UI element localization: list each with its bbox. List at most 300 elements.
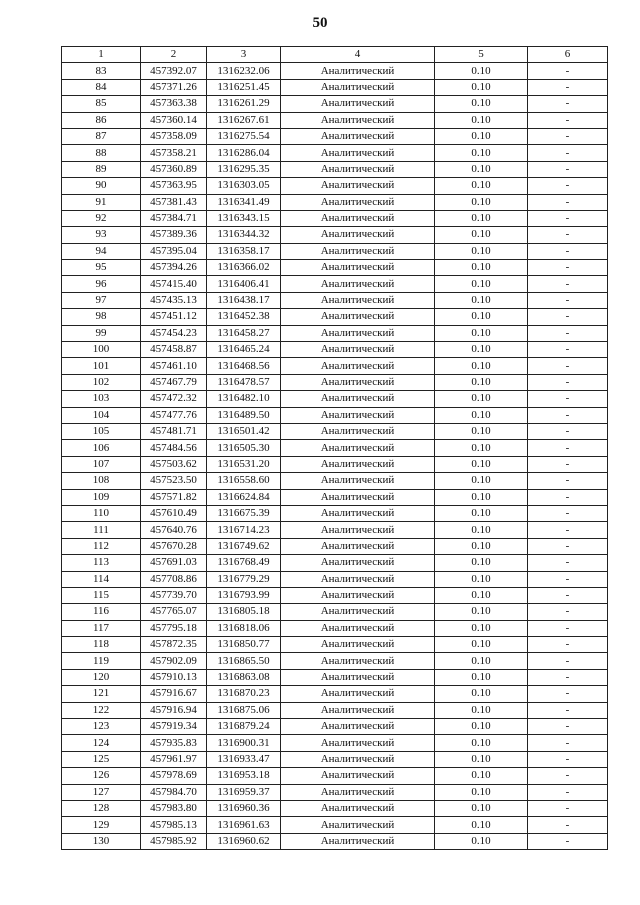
note-cell: - (528, 260, 608, 276)
x-coordinate-cell: 457371.26 (141, 79, 207, 95)
y-coordinate-cell: 1316366.02 (207, 260, 281, 276)
x-coordinate-cell: 457477.76 (141, 407, 207, 423)
note-cell: - (528, 276, 608, 292)
y-coordinate-cell: 1316406.41 (207, 276, 281, 292)
accuracy-cell: 0.10 (435, 686, 528, 702)
table-row (62, 260, 608, 276)
method-cell: Аналитический (281, 63, 435, 79)
table-row (62, 817, 608, 833)
y-coordinate-cell: 1316286.04 (207, 145, 281, 161)
x-coordinate-cell: 457384.71 (141, 210, 207, 226)
point-number-cell: 90 (62, 178, 141, 194)
accuracy-cell: 0.10 (435, 604, 528, 620)
method-cell: Аналитический (281, 784, 435, 800)
y-coordinate-cell: 1316865.50 (207, 653, 281, 669)
column-header: 2 (141, 47, 207, 63)
x-coordinate-cell: 457935.83 (141, 735, 207, 751)
y-coordinate-cell: 1316960.62 (207, 833, 281, 849)
table-row (62, 686, 608, 702)
x-coordinate-cell: 457358.09 (141, 128, 207, 144)
y-coordinate-cell: 1316953.18 (207, 768, 281, 784)
table-row (62, 227, 608, 243)
accuracy-cell: 0.10 (435, 309, 528, 325)
note-cell: - (528, 719, 608, 735)
x-coordinate-cell: 457910.13 (141, 669, 207, 685)
table-row (62, 456, 608, 472)
point-number-cell: 121 (62, 686, 141, 702)
accuracy-cell: 0.10 (435, 538, 528, 554)
y-coordinate-cell: 1316341.49 (207, 194, 281, 210)
x-coordinate-cell: 457454.23 (141, 325, 207, 341)
table-row (62, 505, 608, 521)
point-number-cell: 93 (62, 227, 141, 243)
x-coordinate-cell: 457360.14 (141, 112, 207, 128)
table-row (62, 604, 608, 620)
table-row (62, 522, 608, 538)
x-coordinate-cell: 457389.36 (141, 227, 207, 243)
table-row (62, 423, 608, 439)
y-coordinate-cell: 1316458.27 (207, 325, 281, 341)
table-row (62, 669, 608, 685)
y-coordinate-cell: 1316875.06 (207, 702, 281, 718)
method-cell: Аналитический (281, 374, 435, 390)
note-cell: - (528, 96, 608, 112)
accuracy-cell: 0.10 (435, 522, 528, 538)
x-coordinate-cell: 457985.92 (141, 833, 207, 849)
point-number-cell: 91 (62, 194, 141, 210)
point-number-cell: 105 (62, 423, 141, 439)
note-cell: - (528, 800, 608, 816)
note-cell: - (528, 735, 608, 751)
y-coordinate-cell: 1316482.10 (207, 391, 281, 407)
accuracy-cell: 0.10 (435, 407, 528, 423)
method-cell: Аналитический (281, 637, 435, 653)
note-cell: - (528, 473, 608, 489)
x-coordinate-cell: 457435.13 (141, 292, 207, 308)
point-number-cell: 104 (62, 407, 141, 423)
point-number-cell: 100 (62, 342, 141, 358)
accuracy-cell: 0.10 (435, 571, 528, 587)
x-coordinate-cell: 457640.76 (141, 522, 207, 538)
accuracy-cell: 0.10 (435, 751, 528, 767)
note-cell: - (528, 522, 608, 538)
accuracy-cell: 0.10 (435, 128, 528, 144)
note-cell: - (528, 227, 608, 243)
note-cell: - (528, 63, 608, 79)
method-cell: Аналитический (281, 96, 435, 112)
method-cell: Аналитический (281, 325, 435, 341)
method-cell: Аналитический (281, 342, 435, 358)
point-number-cell: 95 (62, 260, 141, 276)
method-cell: Аналитический (281, 260, 435, 276)
table-row (62, 276, 608, 292)
note-cell: - (528, 178, 608, 194)
table-row (62, 620, 608, 636)
note-cell: - (528, 407, 608, 423)
method-cell: Аналитический (281, 768, 435, 784)
table-row (62, 833, 608, 849)
table-row (62, 587, 608, 603)
y-coordinate-cell: 1316960.36 (207, 800, 281, 816)
y-coordinate-cell: 1316749.62 (207, 538, 281, 554)
y-coordinate-cell: 1316779.29 (207, 571, 281, 587)
x-coordinate-cell: 457984.70 (141, 784, 207, 800)
note-cell: - (528, 620, 608, 636)
method-cell: Аналитический (281, 79, 435, 95)
note-cell: - (528, 391, 608, 407)
note-cell: - (528, 194, 608, 210)
point-number-cell: 115 (62, 587, 141, 603)
note-cell: - (528, 112, 608, 128)
method-cell: Аналитический (281, 604, 435, 620)
table-row (62, 194, 608, 210)
note-cell: - (528, 555, 608, 571)
y-coordinate-cell: 1316303.05 (207, 178, 281, 194)
accuracy-cell: 0.10 (435, 473, 528, 489)
method-cell: Аналитический (281, 358, 435, 374)
table-row (62, 210, 608, 226)
note-cell: - (528, 784, 608, 800)
point-number-cell: 123 (62, 719, 141, 735)
y-coordinate-cell: 1316358.17 (207, 243, 281, 259)
note-cell: - (528, 309, 608, 325)
method-cell: Аналитический (281, 456, 435, 472)
table-row (62, 653, 608, 669)
column-header: 6 (528, 47, 608, 63)
point-number-cell: 128 (62, 800, 141, 816)
accuracy-cell: 0.10 (435, 276, 528, 292)
x-coordinate-cell: 457523.50 (141, 473, 207, 489)
y-coordinate-cell: 1316501.42 (207, 423, 281, 439)
method-cell: Аналитический (281, 440, 435, 456)
x-coordinate-cell: 457503.62 (141, 456, 207, 472)
x-coordinate-cell: 457484.56 (141, 440, 207, 456)
note-cell: - (528, 423, 608, 439)
x-coordinate-cell: 457481.71 (141, 423, 207, 439)
accuracy-cell: 0.10 (435, 391, 528, 407)
table-header-row (62, 47, 608, 63)
table-row (62, 63, 608, 79)
accuracy-cell: 0.10 (435, 555, 528, 571)
method-cell: Аналитический (281, 817, 435, 833)
point-number-cell: 106 (62, 440, 141, 456)
accuracy-cell: 0.10 (435, 669, 528, 685)
accuracy-cell: 0.10 (435, 260, 528, 276)
method-cell: Аналитический (281, 391, 435, 407)
point-number-cell: 98 (62, 309, 141, 325)
x-coordinate-cell: 457467.79 (141, 374, 207, 390)
method-cell: Аналитический (281, 719, 435, 735)
accuracy-cell: 0.10 (435, 653, 528, 669)
note-cell: - (528, 292, 608, 308)
table-row (62, 358, 608, 374)
point-number-cell: 112 (62, 538, 141, 554)
method-cell: Аналитический (281, 210, 435, 226)
method-cell: Аналитический (281, 407, 435, 423)
x-coordinate-cell: 457916.94 (141, 702, 207, 718)
point-number-cell: 86 (62, 112, 141, 128)
column-header: 3 (207, 47, 281, 63)
method-cell: Аналитический (281, 194, 435, 210)
point-number-cell: 85 (62, 96, 141, 112)
table-row (62, 555, 608, 571)
accuracy-cell: 0.10 (435, 194, 528, 210)
x-coordinate-cell: 457961.97 (141, 751, 207, 767)
table-row (62, 702, 608, 718)
method-cell: Аналитический (281, 620, 435, 636)
note-cell: - (528, 440, 608, 456)
x-coordinate-cell: 457985.13 (141, 817, 207, 833)
x-coordinate-cell: 457983.80 (141, 800, 207, 816)
accuracy-cell: 0.10 (435, 374, 528, 390)
accuracy-cell: 0.10 (435, 833, 528, 849)
table-row (62, 538, 608, 554)
y-coordinate-cell: 1316959.37 (207, 784, 281, 800)
table-row (62, 751, 608, 767)
y-coordinate-cell: 1316251.45 (207, 79, 281, 95)
x-coordinate-cell: 457363.38 (141, 96, 207, 112)
note-cell: - (528, 505, 608, 521)
page-number: 50 (312, 15, 328, 31)
y-coordinate-cell: 1316900.31 (207, 735, 281, 751)
table-row (62, 473, 608, 489)
accuracy-cell: 0.10 (435, 768, 528, 784)
method-cell: Аналитический (281, 800, 435, 816)
column-header: 1 (62, 47, 141, 63)
method-cell: Аналитический (281, 653, 435, 669)
note-cell: - (528, 604, 608, 620)
point-number-cell: 92 (62, 210, 141, 226)
point-number-cell: 124 (62, 735, 141, 751)
table-row (62, 768, 608, 784)
method-cell: Аналитический (281, 505, 435, 521)
note-cell: - (528, 817, 608, 833)
note-cell: - (528, 342, 608, 358)
accuracy-cell: 0.10 (435, 702, 528, 718)
method-cell: Аналитический (281, 555, 435, 571)
table-row (62, 735, 608, 751)
accuracy-cell: 0.10 (435, 178, 528, 194)
point-number-cell: 107 (62, 456, 141, 472)
method-cell: Аналитический (281, 522, 435, 538)
x-coordinate-cell: 457765.07 (141, 604, 207, 620)
x-coordinate-cell: 457902.09 (141, 653, 207, 669)
table-row (62, 96, 608, 112)
point-number-cell: 125 (62, 751, 141, 767)
table-row (62, 800, 608, 816)
method-cell: Аналитический (281, 145, 435, 161)
note-cell: - (528, 702, 608, 718)
point-number-cell: 117 (62, 620, 141, 636)
x-coordinate-cell: 457610.49 (141, 505, 207, 521)
accuracy-cell: 0.10 (435, 637, 528, 653)
x-coordinate-cell: 457358.21 (141, 145, 207, 161)
point-number-cell: 114 (62, 571, 141, 587)
y-coordinate-cell: 1316505.30 (207, 440, 281, 456)
x-coordinate-cell: 457670.28 (141, 538, 207, 554)
note-cell: - (528, 456, 608, 472)
accuracy-cell: 0.10 (435, 719, 528, 735)
y-coordinate-cell: 1316438.17 (207, 292, 281, 308)
point-number-cell: 97 (62, 292, 141, 308)
y-coordinate-cell: 1316478.57 (207, 374, 281, 390)
y-coordinate-cell: 1316452.38 (207, 309, 281, 325)
x-coordinate-cell: 457363.95 (141, 178, 207, 194)
table-row (62, 719, 608, 735)
accuracy-cell: 0.10 (435, 456, 528, 472)
method-cell: Аналитический (281, 686, 435, 702)
accuracy-cell: 0.10 (435, 587, 528, 603)
table-row (62, 161, 608, 177)
y-coordinate-cell: 1316961.63 (207, 817, 281, 833)
y-coordinate-cell: 1316624.84 (207, 489, 281, 505)
y-coordinate-cell: 1316818.06 (207, 620, 281, 636)
accuracy-cell: 0.10 (435, 620, 528, 636)
point-number-cell: 110 (62, 505, 141, 521)
point-number-cell: 122 (62, 702, 141, 718)
note-cell: - (528, 571, 608, 587)
accuracy-cell: 0.10 (435, 79, 528, 95)
y-coordinate-cell: 1316465.24 (207, 342, 281, 358)
x-coordinate-cell: 457360.89 (141, 161, 207, 177)
table-row (62, 145, 608, 161)
y-coordinate-cell: 1316879.24 (207, 719, 281, 735)
y-coordinate-cell: 1316267.61 (207, 112, 281, 128)
y-coordinate-cell: 1316675.39 (207, 505, 281, 521)
method-cell: Аналитический (281, 112, 435, 128)
y-coordinate-cell: 1316468.56 (207, 358, 281, 374)
note-cell: - (528, 833, 608, 849)
column-header: 4 (281, 47, 435, 63)
y-coordinate-cell: 1316933.47 (207, 751, 281, 767)
table-row (62, 112, 608, 128)
table-row (62, 342, 608, 358)
y-coordinate-cell: 1316768.49 (207, 555, 281, 571)
table-row (62, 178, 608, 194)
note-cell: - (528, 686, 608, 702)
method-cell: Аналитический (281, 423, 435, 439)
x-coordinate-cell: 457461.10 (141, 358, 207, 374)
x-coordinate-cell: 457916.67 (141, 686, 207, 702)
y-coordinate-cell: 1316714.23 (207, 522, 281, 538)
x-coordinate-cell: 457381.43 (141, 194, 207, 210)
y-coordinate-cell: 1316343.15 (207, 210, 281, 226)
method-cell: Аналитический (281, 128, 435, 144)
accuracy-cell: 0.10 (435, 358, 528, 374)
note-cell: - (528, 538, 608, 554)
point-number-cell: 108 (62, 473, 141, 489)
x-coordinate-cell: 457415.40 (141, 276, 207, 292)
accuracy-cell: 0.10 (435, 227, 528, 243)
point-number-cell: 116 (62, 604, 141, 620)
method-cell: Аналитический (281, 227, 435, 243)
point-number-cell: 94 (62, 243, 141, 259)
y-coordinate-cell: 1316870.23 (207, 686, 281, 702)
note-cell: - (528, 325, 608, 341)
method-cell: Аналитический (281, 669, 435, 685)
point-number-cell: 89 (62, 161, 141, 177)
x-coordinate-cell: 457978.69 (141, 768, 207, 784)
accuracy-cell: 0.10 (435, 96, 528, 112)
y-coordinate-cell: 1316850.77 (207, 637, 281, 653)
point-number-cell: 109 (62, 489, 141, 505)
accuracy-cell: 0.10 (435, 505, 528, 521)
accuracy-cell: 0.10 (435, 817, 528, 833)
note-cell: - (528, 768, 608, 784)
y-coordinate-cell: 1316275.54 (207, 128, 281, 144)
note-cell: - (528, 374, 608, 390)
x-coordinate-cell: 457451.12 (141, 309, 207, 325)
x-coordinate-cell: 457392.07 (141, 63, 207, 79)
coordinates-table (61, 46, 608, 850)
note-cell: - (528, 587, 608, 603)
method-cell: Аналитический (281, 735, 435, 751)
accuracy-cell: 0.10 (435, 423, 528, 439)
note-cell: - (528, 79, 608, 95)
method-cell: Аналитический (281, 751, 435, 767)
method-cell: Аналитический (281, 178, 435, 194)
point-number-cell: 113 (62, 555, 141, 571)
x-coordinate-cell: 457872.35 (141, 637, 207, 653)
point-number-cell: 102 (62, 374, 141, 390)
point-number-cell: 87 (62, 128, 141, 144)
y-coordinate-cell: 1316793.99 (207, 587, 281, 603)
y-coordinate-cell: 1316489.50 (207, 407, 281, 423)
point-number-cell: 118 (62, 637, 141, 653)
point-number-cell: 127 (62, 784, 141, 800)
point-number-cell: 101 (62, 358, 141, 374)
accuracy-cell: 0.10 (435, 112, 528, 128)
note-cell: - (528, 128, 608, 144)
accuracy-cell: 0.10 (435, 784, 528, 800)
accuracy-cell: 0.10 (435, 292, 528, 308)
accuracy-cell: 0.10 (435, 210, 528, 226)
point-number-cell: 119 (62, 653, 141, 669)
accuracy-cell: 0.10 (435, 325, 528, 341)
method-cell: Аналитический (281, 161, 435, 177)
note-cell: - (528, 751, 608, 767)
note-cell: - (528, 669, 608, 685)
table-row (62, 571, 608, 587)
method-cell: Аналитический (281, 276, 435, 292)
x-coordinate-cell: 457691.03 (141, 555, 207, 571)
point-number-cell: 88 (62, 145, 141, 161)
y-coordinate-cell: 1316863.08 (207, 669, 281, 685)
table-row (62, 489, 608, 505)
y-coordinate-cell: 1316558.60 (207, 473, 281, 489)
x-coordinate-cell: 457739.70 (141, 587, 207, 603)
x-coordinate-cell: 457394.26 (141, 260, 207, 276)
y-coordinate-cell: 1316295.35 (207, 161, 281, 177)
note-cell: - (528, 489, 608, 505)
method-cell: Аналитический (281, 571, 435, 587)
accuracy-cell: 0.10 (435, 735, 528, 751)
accuracy-cell: 0.10 (435, 489, 528, 505)
accuracy-cell: 0.10 (435, 161, 528, 177)
y-coordinate-cell: 1316805.18 (207, 604, 281, 620)
point-number-cell: 84 (62, 79, 141, 95)
table-row (62, 79, 608, 95)
note-cell: - (528, 637, 608, 653)
table-row (62, 325, 608, 341)
point-number-cell: 83 (62, 63, 141, 79)
table-row (62, 391, 608, 407)
note-cell: - (528, 161, 608, 177)
accuracy-cell: 0.10 (435, 63, 528, 79)
method-cell: Аналитический (281, 833, 435, 849)
table-row (62, 784, 608, 800)
method-cell: Аналитический (281, 489, 435, 505)
